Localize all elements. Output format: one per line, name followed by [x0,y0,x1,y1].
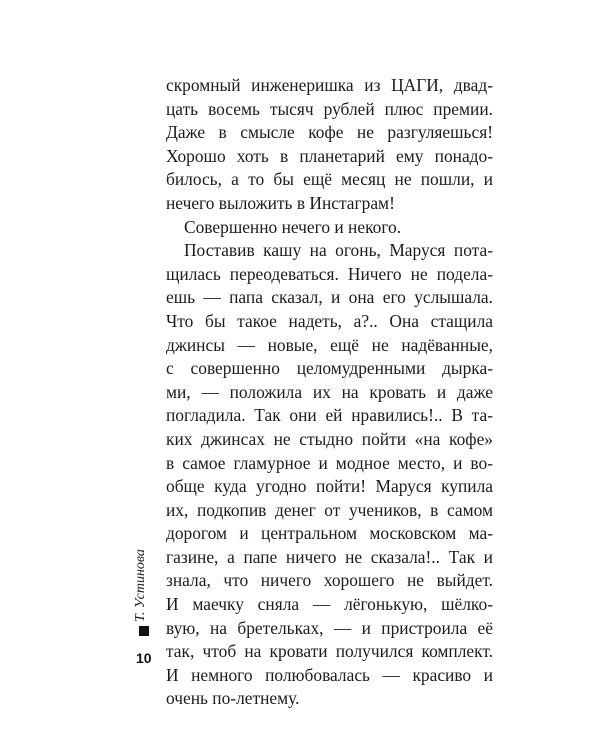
text-line: с совершенно целомудренными дырка- [166,358,493,379]
page-number: 10 [136,650,152,666]
text-line: ми, — положила их на кровать и даже [166,381,493,402]
text-line: газине, а папе ничего не сказала!.. Так и [166,546,493,567]
text-line: погладила. Так они ей нравились!.. В та- [166,405,493,426]
text-line: билось, а то бы ещё месяц не пошли, и [166,169,493,190]
paragraph-line: Совершенно нечего и некого. [184,216,402,237]
text-line: ких джинсах не стыдно пойти «на кофе» [166,428,493,449]
text-line: в самое гламурное и модное место, и во- [166,452,493,473]
text-line: их, подкопив денег от учеников, в самом [166,499,493,520]
section-marker-icon [139,626,149,636]
paragraph-line: Поставив кашу на огонь, Маруся пота- [184,240,493,261]
text-line: дорогом и центральном московском ма- [166,523,493,544]
text-line: так, чтоб на кровати получился комплект. [166,641,493,662]
text-line: Что бы такое надеть, а?.. Она стащила [166,310,493,331]
text-line: джинсы — новые, ещё не надёванные, [166,334,493,355]
text-line: Даже в смысле кофе не разгуляешься! [166,122,493,143]
text-line: очень по-летнему. [166,688,300,709]
body-text [166,74,493,711]
text-line: нечего выложить в Инстаграм! [166,192,395,213]
text-line: щилась переодеваться. Ничего не подела- [166,263,493,284]
text-line: знала, что ничего хорошего не выйдет. [166,570,493,591]
text-line: Хорошо хоть в планетарий ему понадо- [166,145,493,166]
text-line: И немного полюбовалась — красиво и [166,664,493,685]
text-line: скромный инженеришка из ЦАГИ, двад- [166,75,493,95]
running-head-author: Т. Устинова [133,549,148,622]
text-line: ешь — папа сказал, и она его услышала. [166,287,493,308]
text-line: вую, на бретельках, — и пристроила её [166,617,493,638]
text-line: И маечку сняла — лёгонькую, шёлко- [166,594,493,615]
text-line: цать восемь тысяч рублей плюс премии. [166,98,493,119]
text-line: обще куда угодно пойти! Маруся купила [166,476,493,497]
